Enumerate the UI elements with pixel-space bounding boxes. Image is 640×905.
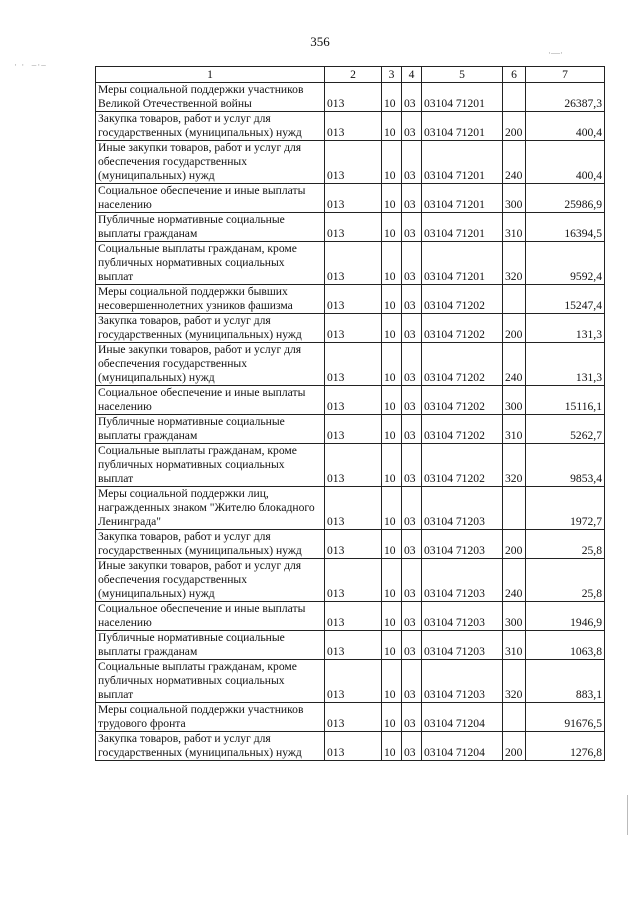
row-admin-code-cell: 013 <box>325 343 382 386</box>
table-row <box>96 732 605 761</box>
row-target-article-cell: 03104 71201 <box>422 83 503 112</box>
row-name-cell: Иные закупки товаров, работ и услуг для обеспечения государственных (муниципальных) нужд <box>96 343 325 386</box>
row-target-article-cell: 03104 71201 <box>422 213 503 242</box>
row-section-cell: 10 <box>382 314 402 343</box>
row-name-cell: Меры социальной поддержки бывших несовершеннолетних узников фашизма <box>96 285 325 314</box>
row-target-article-cell: 03104 71201 <box>422 112 503 141</box>
row-name-cell: Публичные нормативные социальные выплаты гражданам <box>96 415 325 444</box>
row-expense-type-cell: 200 <box>503 112 526 141</box>
row-amount-cell: 131,3 <box>526 343 605 386</box>
row-expense-type-cell: 300 <box>503 602 526 631</box>
table-row <box>96 660 605 703</box>
row-subsection-cell: 03 <box>402 415 422 444</box>
row-expense-type-cell <box>503 83 526 112</box>
header-cell-2: 2 <box>325 67 382 83</box>
page-number: 356 <box>310 34 330 49</box>
row-subsection-cell: 03 <box>402 285 422 314</box>
row-target-article-cell: 03104 71202 <box>422 444 503 487</box>
row-target-article-cell: 03104 71203 <box>422 660 503 703</box>
row-target-article-cell: 03104 71203 <box>422 631 503 660</box>
row-expense-type-cell: 320 <box>503 444 526 487</box>
row-expense-type-cell: 200 <box>503 314 526 343</box>
row-target-article-cell: 03104 71201 <box>422 242 503 285</box>
row-section-cell: 10 <box>382 444 402 487</box>
table-row <box>96 184 605 213</box>
row-section-cell: 10 <box>382 732 402 761</box>
row-name-cell: Закупка товаров, работ и услуг для государственных (муниципальных) нужд <box>96 530 325 559</box>
table-row <box>96 83 605 112</box>
table-row <box>96 141 605 184</box>
row-expense-type-cell: 320 <box>503 660 526 703</box>
header-cell-5: 5 <box>422 67 503 83</box>
row-target-article-cell: 03104 71203 <box>422 602 503 631</box>
row-amount-cell: 400,4 <box>526 112 605 141</box>
row-expense-type-cell: 240 <box>503 141 526 184</box>
table-row <box>96 530 605 559</box>
row-admin-code-cell: 013 <box>325 213 382 242</box>
row-amount-cell: 1946,9 <box>526 602 605 631</box>
row-admin-code-cell: 013 <box>325 444 382 487</box>
table-row <box>96 703 605 732</box>
row-amount-cell: 1276,8 <box>526 732 605 761</box>
row-section-cell: 10 <box>382 184 402 213</box>
row-expense-type-cell: 320 <box>503 242 526 285</box>
row-admin-code-cell: 013 <box>325 386 382 415</box>
row-expense-type-cell: 310 <box>503 213 526 242</box>
row-name-cell: Иные закупки товаров, работ и услуг для обеспечения государственных (муниципальных) нужд <box>96 559 325 602</box>
row-subsection-cell: 03 <box>402 112 422 141</box>
row-target-article-cell: 03104 71201 <box>422 141 503 184</box>
row-admin-code-cell: 013 <box>325 530 382 559</box>
table-row <box>96 559 605 602</box>
row-admin-code-cell: 013 <box>325 631 382 660</box>
header-row <box>96 67 605 83</box>
budget-table <box>95 66 605 761</box>
scan-artifact-line <box>627 795 628 835</box>
table-row <box>96 285 605 314</box>
row-expense-type-cell <box>503 285 526 314</box>
header-cell-3: 3 <box>382 67 402 83</box>
row-admin-code-cell: 013 <box>325 314 382 343</box>
row-amount-cell: 1063,8 <box>526 631 605 660</box>
row-admin-code-cell: 013 <box>325 285 382 314</box>
row-target-article-cell: 03104 71203 <box>422 559 503 602</box>
row-name-cell: Иные закупки товаров, работ и услуг для обеспечения государственных (муниципальных) нужд <box>96 141 325 184</box>
row-admin-code-cell: 013 <box>325 703 382 732</box>
row-subsection-cell: 03 <box>402 343 422 386</box>
row-section-cell: 10 <box>382 660 402 703</box>
table-row <box>96 415 605 444</box>
row-subsection-cell: 03 <box>402 660 422 703</box>
row-amount-cell: 9592,4 <box>526 242 605 285</box>
row-subsection-cell: 03 <box>402 386 422 415</box>
row-section-cell: 10 <box>382 631 402 660</box>
row-expense-type-cell: 240 <box>503 559 526 602</box>
scan-artifact: ·—· <box>548 48 563 58</box>
row-name-cell: Социальные выплаты гражданам, кроме публичных нормативных социальных выплат <box>96 660 325 703</box>
table-row <box>96 444 605 487</box>
row-expense-type-cell: 200 <box>503 732 526 761</box>
row-subsection-cell: 03 <box>402 314 422 343</box>
row-expense-type-cell <box>503 487 526 530</box>
row-target-article-cell: 03104 71203 <box>422 487 503 530</box>
row-subsection-cell: 03 <box>402 444 422 487</box>
row-target-article-cell: 03104 71204 <box>422 732 503 761</box>
row-target-article-cell: 03104 71202 <box>422 415 503 444</box>
row-name-cell: Закупка товаров, работ и услуг для государственных (муниципальных) нужд <box>96 314 325 343</box>
row-amount-cell: 5262,7 <box>526 415 605 444</box>
row-amount-cell: 26387,3 <box>526 83 605 112</box>
row-admin-code-cell: 013 <box>325 415 382 444</box>
row-admin-code-cell: 013 <box>325 112 382 141</box>
row-expense-type-cell: 200 <box>503 530 526 559</box>
table-row <box>96 631 605 660</box>
header-cell-6: 6 <box>503 67 526 83</box>
row-expense-type-cell <box>503 703 526 732</box>
row-section-cell: 10 <box>382 242 402 285</box>
row-target-article-cell: 03104 71202 <box>422 285 503 314</box>
row-name-cell: Меры социальной поддержки участников Великой Отечественной войны <box>96 83 325 112</box>
row-amount-cell: 25986,9 <box>526 184 605 213</box>
row-section-cell: 10 <box>382 559 402 602</box>
row-subsection-cell: 03 <box>402 242 422 285</box>
row-section-cell: 10 <box>382 386 402 415</box>
row-subsection-cell: 03 <box>402 184 422 213</box>
row-subsection-cell: 03 <box>402 631 422 660</box>
row-amount-cell: 9853,4 <box>526 444 605 487</box>
row-expense-type-cell: 310 <box>503 415 526 444</box>
row-name-cell: Меры социальной поддержки участников трудового фронта <box>96 703 325 732</box>
table-row <box>96 112 605 141</box>
row-target-article-cell: 03104 71202 <box>422 314 503 343</box>
row-admin-code-cell: 013 <box>325 487 382 530</box>
row-amount-cell: 883,1 <box>526 660 605 703</box>
row-admin-code-cell: 013 <box>325 184 382 213</box>
row-subsection-cell: 03 <box>402 602 422 631</box>
table-row <box>96 602 605 631</box>
row-name-cell: Социальные выплаты гражданам, кроме публичных нормативных социальных выплат <box>96 242 325 285</box>
row-section-cell: 10 <box>382 213 402 242</box>
row-admin-code-cell: 013 <box>325 83 382 112</box>
row-section-cell: 10 <box>382 415 402 444</box>
row-section-cell: 10 <box>382 487 402 530</box>
row-admin-code-cell: 013 <box>325 242 382 285</box>
row-subsection-cell: 03 <box>402 530 422 559</box>
table-row <box>96 242 605 285</box>
row-section-cell: 10 <box>382 530 402 559</box>
row-section-cell: 10 <box>382 703 402 732</box>
row-target-article-cell: 03104 71201 <box>422 184 503 213</box>
row-subsection-cell: 03 <box>402 732 422 761</box>
row-section-cell: 10 <box>382 141 402 184</box>
row-amount-cell: 15247,4 <box>526 285 605 314</box>
row-subsection-cell: 03 <box>402 559 422 602</box>
row-target-article-cell: 03104 71202 <box>422 386 503 415</box>
row-admin-code-cell: 013 <box>325 141 382 184</box>
row-subsection-cell: 03 <box>402 703 422 732</box>
scan-artifact: · · –·– <box>14 60 47 70</box>
row-section-cell: 10 <box>382 285 402 314</box>
row-section-cell: 10 <box>382 602 402 631</box>
row-expense-type-cell: 300 <box>503 386 526 415</box>
row-section-cell: 10 <box>382 343 402 386</box>
row-name-cell: Социальное обеспечение и иные выплаты населению <box>96 602 325 631</box>
row-name-cell: Социальное обеспечение и иные выплаты населению <box>96 386 325 415</box>
row-name-cell: Публичные нормативные социальные выплаты гражданам <box>96 213 325 242</box>
row-name-cell: Закупка товаров, работ и услуг для государственных (муниципальных) нужд <box>96 732 325 761</box>
row-admin-code-cell: 013 <box>325 559 382 602</box>
row-target-article-cell: 03104 71204 <box>422 703 503 732</box>
row-subsection-cell: 03 <box>402 213 422 242</box>
table-row <box>96 386 605 415</box>
row-amount-cell: 25,8 <box>526 559 605 602</box>
row-amount-cell: 91676,5 <box>526 703 605 732</box>
row-name-cell: Социальное обеспечение и иные выплаты населению <box>96 184 325 213</box>
header-cell-7: 7 <box>526 67 605 83</box>
row-amount-cell: 131,3 <box>526 314 605 343</box>
row-amount-cell: 25,8 <box>526 530 605 559</box>
row-subsection-cell: 03 <box>402 83 422 112</box>
row-admin-code-cell: 013 <box>325 602 382 631</box>
row-amount-cell: 1972,7 <box>526 487 605 530</box>
table-row <box>96 343 605 386</box>
row-target-article-cell: 03104 71203 <box>422 530 503 559</box>
table-row <box>96 213 605 242</box>
row-expense-type-cell: 300 <box>503 184 526 213</box>
table-row <box>96 487 605 530</box>
table-body <box>96 83 605 761</box>
table-row <box>96 314 605 343</box>
row-name-cell: Социальные выплаты гражданам, кроме публичных нормативных социальных выплат <box>96 444 325 487</box>
row-amount-cell: 16394,5 <box>526 213 605 242</box>
row-section-cell: 10 <box>382 112 402 141</box>
row-section-cell: 10 <box>382 83 402 112</box>
row-amount-cell: 15116,1 <box>526 386 605 415</box>
row-subsection-cell: 03 <box>402 141 422 184</box>
row-admin-code-cell: 013 <box>325 660 382 703</box>
header-cell-4: 4 <box>402 67 422 83</box>
row-expense-type-cell: 310 <box>503 631 526 660</box>
row-target-article-cell: 03104 71202 <box>422 343 503 386</box>
row-admin-code-cell: 013 <box>325 732 382 761</box>
header-cell-1: 1 <box>96 67 325 83</box>
row-subsection-cell: 03 <box>402 487 422 530</box>
row-name-cell: Меры социальной поддержки лиц, награжденных знаком "Жителю блокадного Ленинграда" <box>96 487 325 530</box>
row-amount-cell: 400,4 <box>526 141 605 184</box>
row-expense-type-cell: 240 <box>503 343 526 386</box>
row-name-cell: Публичные нормативные социальные выплаты гражданам <box>96 631 325 660</box>
row-name-cell: Закупка товаров, работ и услуг для государственных (муниципальных) нужд <box>96 112 325 141</box>
